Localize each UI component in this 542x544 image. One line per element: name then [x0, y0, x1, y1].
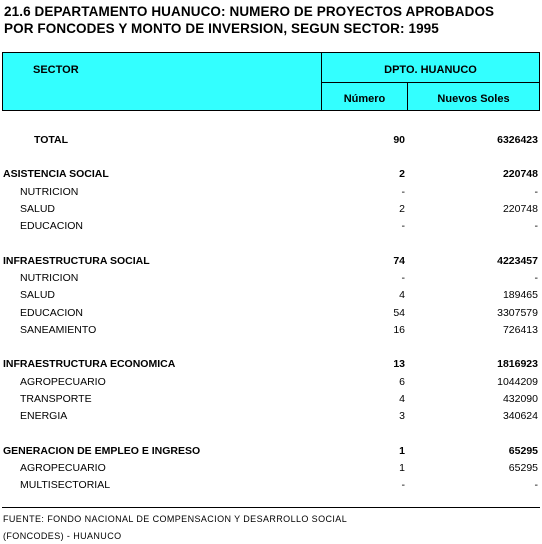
row-soles: 432090	[502, 393, 538, 405]
row-soles: 65295	[508, 445, 538, 457]
row-label: EDUCACION	[20, 220, 84, 232]
row-label: EDUCACION	[20, 307, 84, 319]
table-row	[0, 270, 542, 286]
row-numero: 54	[393, 307, 405, 319]
table-row	[0, 477, 542, 493]
row-soles: 4223457	[497, 255, 538, 267]
row-label: ASISTENCIA SOCIAL	[3, 168, 109, 180]
row-numero: 6	[399, 376, 405, 388]
table-row	[0, 184, 542, 200]
row-soles: 220748	[502, 168, 538, 180]
row-soles: 726413	[502, 324, 538, 336]
source-line-1: FUENTE: FONDO NACIONAL DE COMPENSACION Y DESARROLLO SOCIAL	[3, 514, 348, 524]
row-numero: 90	[393, 134, 405, 146]
table-row	[0, 218, 542, 234]
row-soles: -	[534, 186, 538, 198]
row-soles: 220748	[502, 203, 538, 215]
row-label: TOTAL	[34, 134, 69, 146]
row-label: GENERACION DE EMPLEO E INGRESO	[3, 445, 201, 457]
row-numero: 13	[393, 358, 405, 370]
table-row	[0, 391, 542, 407]
row-numero: 74	[393, 255, 405, 267]
footer-divider	[2, 507, 540, 508]
row-numero: 2	[399, 168, 405, 180]
row-soles: 65295	[508, 462, 538, 474]
table-row	[0, 305, 542, 321]
row-label: AGROPECUARIO	[20, 462, 106, 474]
table-row	[0, 374, 542, 390]
row-numero: -	[401, 479, 405, 491]
row-numero: 4	[399, 289, 405, 301]
header-nuevos-soles: Nuevos Soles	[437, 93, 510, 105]
row-label: AGROPECUARIO	[20, 376, 106, 388]
title-line-2: POR FONCODES Y MONTO DE INVERSION, SEGUN SECTOR: 1995	[4, 21, 439, 36]
row-numero: -	[401, 220, 405, 232]
title-line-1: 21.6 DEPARTAMENTO HUANUCO: NUMERO DE PROYECTOS APROBADOS	[4, 4, 495, 19]
source-line-2: (FONCODES) - HUANUCO	[3, 531, 122, 541]
row-label: SALUD	[20, 203, 56, 215]
row-soles: 1816923	[497, 358, 538, 370]
row-soles: 340624	[502, 410, 538, 422]
row-label: INFRAESTRUCTURA ECONOMICA	[3, 358, 176, 370]
row-label: ENERGIA	[20, 410, 68, 422]
row-soles: 1044209	[497, 376, 538, 388]
table-row-group	[0, 253, 542, 269]
row-numero: 16	[393, 324, 405, 336]
row-numero: -	[401, 186, 405, 198]
row-label: INFRAESTRUCTURA SOCIAL	[3, 255, 150, 267]
row-label: TRANSPORTE	[20, 393, 92, 405]
table-row-group	[0, 166, 542, 182]
row-label: SALUD	[20, 289, 56, 301]
table-row	[0, 201, 542, 217]
table-row-group	[0, 443, 542, 459]
row-label: NUTRICION	[20, 186, 79, 198]
row-soles: -	[534, 479, 538, 491]
header-dpto: DPTO. HUANUCO	[322, 53, 539, 83]
row-label: SANEAMIENTO	[20, 324, 97, 336]
table-row	[0, 460, 542, 476]
table-row	[0, 322, 542, 338]
table-row-group	[0, 356, 542, 372]
table-row	[0, 287, 542, 303]
row-soles: -	[534, 272, 538, 284]
row-soles: 3307579	[497, 307, 538, 319]
row-numero: 1	[399, 445, 405, 457]
table-title	[4, 3, 534, 37]
row-label: MULTISECTORIAL	[20, 479, 111, 491]
row-numero: 2	[399, 203, 405, 215]
table-header	[2, 52, 540, 111]
row-numero: 1	[399, 462, 405, 474]
row-soles: -	[534, 220, 538, 232]
table-row-total	[0, 132, 542, 148]
row-soles: 189465	[502, 289, 538, 301]
row-numero: 4	[399, 393, 405, 405]
table-row	[0, 408, 542, 424]
header-sector: SECTOR	[3, 53, 322, 110]
header-numero: Número	[322, 83, 408, 110]
row-numero: -	[401, 272, 405, 284]
row-soles: 6326423	[497, 134, 538, 146]
row-label: NUTRICION	[20, 272, 79, 284]
row-numero: 3	[399, 410, 405, 422]
